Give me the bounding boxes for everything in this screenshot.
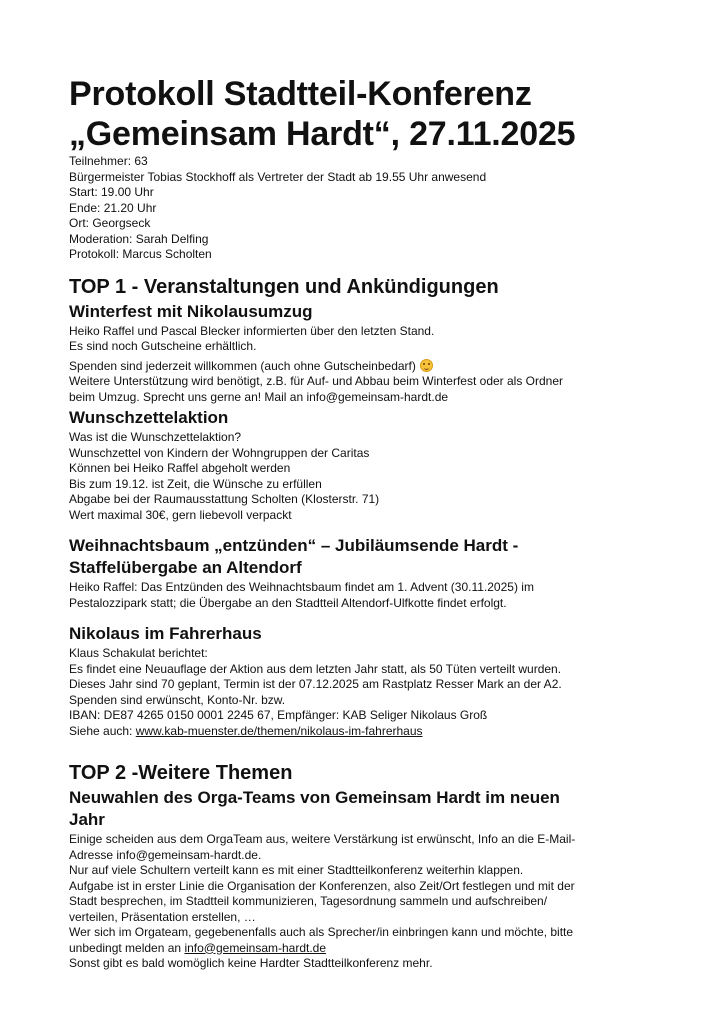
iban-line: IBAN: DE87 4265 0150 0001 2245 67, Empfänger: KAB Seliger Nikolaus Groß	[69, 708, 488, 722]
mayor-note: Bürgermeister Tobias Stockhoff als Vertreter der Stadt ab 19.55 Uhr anwesend	[69, 169, 487, 184]
paragraph-line: Dieses Jahr sind 70 geplant, Termin ist der 07.12.2025 am Rastplatz Resser Mark an der A2.	[69, 677, 562, 691]
see-also-line: Siehe auch: www.kab-muenster.de/themen/nikolaus-im-fahrerhaus	[69, 723, 423, 738]
paragraph-line: Spenden sind erwünscht, Konto-Nr. bzw.	[69, 692, 286, 707]
minutes-taker: Protokoll: Marcus Scholten	[69, 247, 212, 261]
paragraph-line: Wunschzettel von Kindern der Wohngruppen der Caritas	[69, 445, 370, 460]
email-link[interactable]: info@gemeinsam-hardt.de	[184, 940, 327, 955]
paragraph-line: Pestalozzipark statt; die Übergabe an den Stadtteil Altendorf-Ulfkotte findet erfolgt.	[69, 595, 507, 610]
paragraph-line: Klaus Schakulat berichtet:	[69, 646, 208, 660]
location: Ort: Georgseck	[69, 216, 151, 230]
meeting-info	[69, 154, 669, 263]
wunschzettel-heading: Wunschzettelaktion	[69, 408, 229, 427]
moderation: Moderation: Sarah Delfing	[69, 231, 209, 246]
nikolaus-heading: Nikolaus im Fahrerhaus	[69, 624, 262, 643]
nikolaus-text	[69, 646, 669, 739]
paragraph-line: Abgabe bei der Raumausstattung Scholten (Klosterstr. 71)	[69, 492, 380, 506]
paragraph-line: Was ist die Wunschzettelaktion?	[69, 430, 242, 444]
contact-line: unbedingt melden an info@gemeinsam-hardt.de	[69, 940, 327, 955]
top2-heading: TOP 2 -Weitere Themen	[69, 762, 293, 784]
page-title	[69, 74, 669, 154]
paragraph-line: Heiko Raffel und Pascal Blecker informierten über den letzten Stand.	[69, 323, 435, 338]
start-time: Start: 19.00 Uhr	[69, 185, 154, 199]
donations-line: Spenden sind jederzeit willkommen (auch ohne Gutscheinbedarf)	[69, 359, 669, 375]
paragraph-line: Einige scheiden aus dem OrgaTeam aus, weitere Verstärkung ist erwünscht, Info an die E-Mail-	[69, 832, 576, 846]
title-line-2: „Gemeinsam Hardt“, 27.11.2025	[69, 115, 576, 153]
paragraph-line: Adresse info@gemeinsam-hardt.de.	[69, 847, 262, 862]
neuwahlen-heading: Neuwahlen des Orga-Teams von Gemeinsam Hardt im neuen Jahr	[69, 788, 560, 829]
paragraph-line: Bis zum 19.12. ist Zeit, die Wünsche zu erfüllen	[69, 476, 322, 491]
paragraph-line: Können bei Heiko Raffel abgeholt werden	[69, 461, 291, 475]
paragraph-line: Es findet eine Neuauflage der Aktion aus dem letzten Jahr statt, als 50 Tüten verteilt wurden.	[69, 661, 562, 676]
winterfest-text	[69, 324, 669, 406]
paragraph-line: Es sind noch Gutscheine erhältlich.	[69, 339, 257, 353]
weihnachtsbaum-heading: Weihnachtsbaum „entzünden“ – Jubiläumsende Hardt - Staffelübergabe an Altendorf	[69, 536, 519, 577]
title-line-1: Protokoll Stadtteil-Konferenz	[69, 75, 532, 113]
paragraph-line: verteilen, Präsentation erstellen, …	[69, 909, 256, 924]
paragraph-line: Aufgabe ist in erster Linie die Organisation der Konferenzen, also Zeit/Ort festlegen und mit der	[69, 878, 575, 893]
paragraph-line: Heiko Raffel: Das Entzünden des Weihnachtsbaum findet am 1. Advent (30.11.2025) im	[69, 580, 534, 594]
paragraph-line: Wer sich im Orgateam, gegebenenfalls auch als Sprecher/in einbringen kann und möchte, bitte	[69, 925, 574, 939]
document-page	[69, 74, 669, 972]
paragraph-line: Weitere Unterstützung wird benötigt, z.B. für Auf- und Abbau beim Winterfest oder als Ordner	[69, 374, 564, 388]
wunschzettel-text	[69, 430, 669, 523]
paragraph-line: Stadt besprechen, im Stadtteil kommunizieren, Tagesordnung sammeln und aufschreiben/	[69, 894, 548, 908]
top1-heading: TOP 1 - Veranstaltungen und Ankündigungen	[69, 275, 499, 298]
winterfest-heading: Winterfest mit Nikolausumzug	[69, 301, 313, 321]
smiley-icon	[420, 359, 433, 372]
weihnachtsbaum-text	[69, 580, 669, 611]
paragraph-line: beim Umzug. Sprecht uns gerne an! Mail an info@gemeinsam-hardt.de	[69, 389, 449, 404]
participants: Teilnehmer: 63	[69, 154, 148, 168]
paragraph-line: Nur auf viele Schultern verteilt kann es mit einer Stadtteilkonferenz weiterhin klappen.	[69, 863, 524, 877]
kab-link[interactable]: www.kab-muenster.de/themen/nikolaus-im-fahrerhaus	[135, 723, 423, 738]
closing-line: Sonst gibt es bald womöglich keine Hardter Stadtteilkonferenz mehr.	[69, 956, 433, 970]
end-time: Ende: 21.20 Uhr	[69, 200, 157, 215]
paragraph-line: Wert maximal 30€, gern liebevoll verpackt	[69, 507, 292, 522]
neuwahlen-text	[69, 832, 669, 972]
